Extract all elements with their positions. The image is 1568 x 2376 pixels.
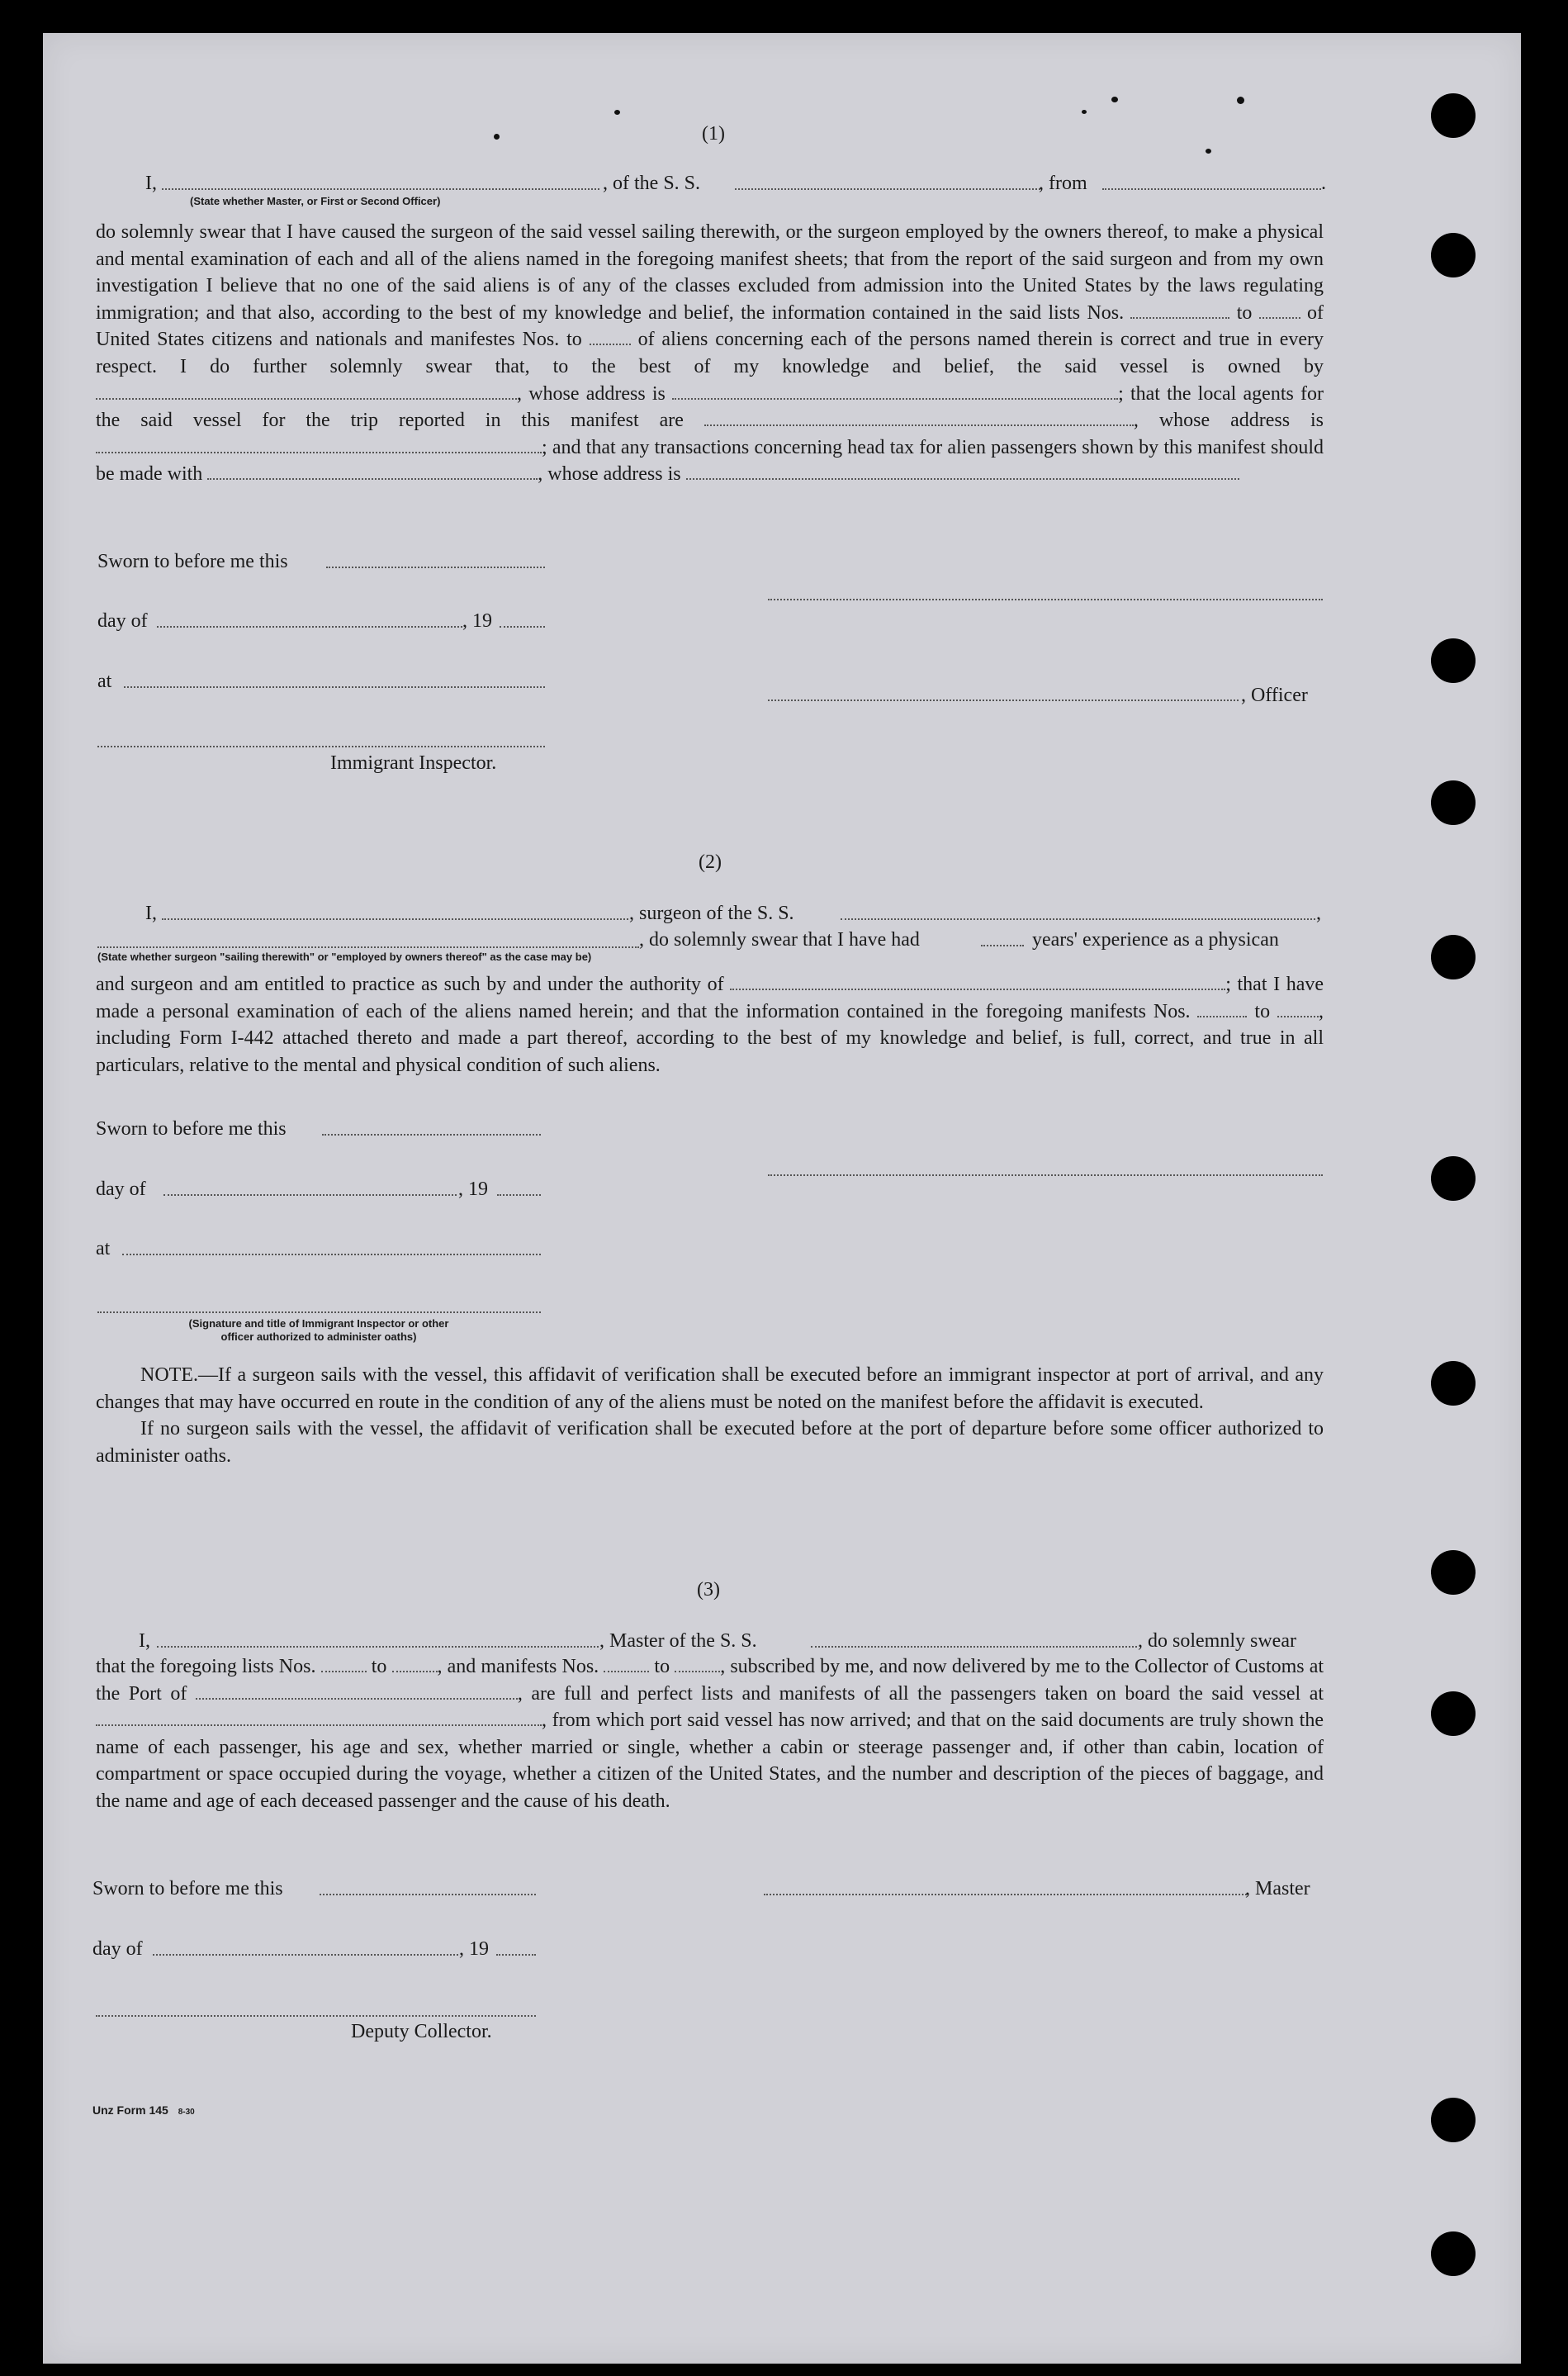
note-surgeon-sails: NOTE.—If a surgeon sails with the vessel, this affidavit of verification shall be executed before an immigrant inspector at port of arrival, and any changes that may have occurred en route in the condition of any of the aliens must be noted on the manifest before the affidavit is executed. <box>96 1364 1324 1413</box>
immigrant-inspector-label: Immigrant Inspector. <box>330 752 497 774</box>
binder-hole <box>1431 93 1476 138</box>
binder-hole <box>1431 2098 1476 2142</box>
section-1-number: (1) <box>702 123 725 145</box>
departure-port-line[interactable] <box>1102 188 1321 190</box>
signature-note-2: officer authorized to administer oaths) <box>220 1330 417 1343</box>
section-3-number: (3) <box>697 1579 720 1601</box>
oath-1-text-f: , whose address is <box>1133 410 1324 432</box>
oath-2-text-b: ; that I have made a personal examination of each of the aliens named herein; and that the information contained in the foregoing manifests Nos. <box>96 974 1324 1022</box>
years-experience-line[interactable] <box>981 945 1024 946</box>
master-of-ss-label: , Master of the S. S. <box>599 1630 757 1652</box>
surgeon-signature-line[interactable] <box>768 1174 1323 1176</box>
oath-1-text-d: , whose address is <box>517 382 666 405</box>
inspector-signature-line-2[interactable] <box>97 1311 541 1313</box>
section-3-oath-text <box>96 1653 1324 1815</box>
binder-hole <box>1431 935 1476 979</box>
sworn-label-3: Sworn to before me this <box>92 1878 283 1899</box>
lists-to-field[interactable] <box>392 1656 438 1672</box>
day-of-line-3[interactable] <box>153 1954 458 1956</box>
oath-1-text-h: , <box>538 463 543 486</box>
binder-hole <box>1431 233 1476 277</box>
oath-2-to: to <box>1254 1000 1271 1022</box>
alien-manifest-to-field[interactable] <box>590 329 631 345</box>
oath-3-to-2: to <box>654 1656 670 1677</box>
surgeon-status-note: (State whether surgeon "sailing therewith" or "employed by owners thereof" as the case may be) <box>97 951 592 963</box>
at-place-line[interactable] <box>124 686 545 688</box>
binder-hole <box>1431 2231 1476 2276</box>
inspector-signature-line[interactable] <box>97 746 545 747</box>
oath-2-swear-label: , do solemnly swear that I have had <box>639 929 920 951</box>
ink-speck <box>1206 149 1211 154</box>
master-vessel-line[interactable] <box>811 1646 1137 1648</box>
oath-3-i-label: I, <box>139 1630 150 1652</box>
of-ss-label: , of the S. S. <box>603 173 701 194</box>
binder-hole <box>1431 1550 1476 1595</box>
owner-address-field[interactable] <box>672 383 1118 400</box>
oath-1-to: to <box>1236 301 1253 324</box>
oath-1-text-g: ; and that any transactions concerning head tax for alien passengers shown by this manifest should be made with <box>96 436 1324 486</box>
oath-3-text-e: , from which port said vessel has now arrived; and that on the said documents are truly shown the name of each passenger, his age and sex, whether married or single, whether a cabin or steerage passenger and, if other than cabin, location of compartment or space occupied during the voyage, whether a citizen of the United States, and the number and description of the pieces of baggage, and the name and age of each deceased passenger and the cause of his death. <box>96 1710 1324 1812</box>
binder-hole <box>1431 638 1476 683</box>
year-label-3: , 19 <box>459 1938 489 1960</box>
manifest-to-field[interactable] <box>1277 1001 1319 1017</box>
binder-hole <box>1431 780 1476 825</box>
oath-2-i-label: I, <box>145 903 157 924</box>
oath-1-text-c: of aliens concerning each of the persons named therein is correct and true in every respect. I do further solemnly swear that, to the best of my knowledge and belief, the said vessel is owned by <box>96 329 1324 377</box>
ink-speck <box>494 134 500 140</box>
lists-from-field[interactable] <box>321 1656 367 1672</box>
oath-3-swear-label: , do solemnly swear <box>1138 1630 1296 1652</box>
officer-name-line[interactable] <box>162 188 599 190</box>
sworn-date-line-3[interactable] <box>320 1894 536 1895</box>
boarding-port-field[interactable] <box>96 1710 542 1726</box>
vessel-owner-field[interactable] <box>96 383 517 400</box>
head-tax-agent-field[interactable] <box>207 463 538 480</box>
section-2-notes <box>96 1362 1324 1469</box>
head-tax-address-field[interactable] <box>686 463 1239 480</box>
day-of-label: day of <box>97 610 148 632</box>
sworn-date-line-2[interactable] <box>322 1134 541 1136</box>
oath-1-text-e: ; that the local agents for the said vessel for the trip reported in this manifest are <box>96 382 1324 432</box>
oath-3-text-d: , are full and perfect lists and manifests of all the passengers taken on board the said vessel at <box>517 1682 1324 1705</box>
sworn-label-2: Sworn to before me this <box>96 1118 287 1140</box>
citizen-list-from-field[interactable] <box>1130 302 1229 319</box>
ink-speck <box>1111 97 1118 102</box>
at-label-2: at <box>96 1238 111 1259</box>
officer-rank-note: (State whether Master, or First or Second Officer) <box>190 195 441 207</box>
at-label: at <box>97 671 112 692</box>
sworn-label: Sworn to before me this <box>97 551 288 572</box>
deputy-signature-line[interactable] <box>96 2015 536 2017</box>
agents-address-field[interactable] <box>96 437 542 453</box>
signature-note-1: (Signature and title of Immigrant Inspector or other <box>188 1317 449 1330</box>
oath-1-to-2: to <box>566 329 582 351</box>
oath-3-text-b: , and manifests Nos. <box>437 1656 599 1677</box>
master-name-line[interactable] <box>157 1646 599 1648</box>
master-signature-line[interactable] <box>764 1894 1247 1895</box>
ink-speck <box>614 110 620 115</box>
year-line-3[interactable] <box>496 1954 536 1956</box>
oath-1-text-a: do solemnly swear that I have caused the surgeon of the said vessel sailing therewith, or the surgeon employed by the owners thereof, to make a physical and mental examination of each and all of the aliens named in the foregoing manifest sheets; that from the report of the said surgeon and from my own investigation I believe that no one of the said aliens is of any of the classes excluded from admission into the United States by the laws regulating immigration; and that also, according to the best of my knowledge and belief, the information contained in the said lists Nos. <box>96 221 1324 324</box>
local-agents-field[interactable] <box>704 410 1134 426</box>
citizen-list-to-field[interactable] <box>1259 302 1300 319</box>
ink-speck <box>1237 97 1244 104</box>
oath-1-text-i: whose address is <box>547 463 681 486</box>
note-no-surgeon: If no surgeon sails with the vessel, the affidavit of verification shall be executed before at the port of departure before some officer authorized to administer oaths. <box>96 1418 1324 1467</box>
day-of-line[interactable] <box>157 626 462 628</box>
oath-1-text-b: of United States citizens and nationals and manifestes Nos. <box>96 301 1324 351</box>
ink-speck <box>1082 110 1087 114</box>
section-2-oath-text <box>96 971 1324 1079</box>
port-of-customs-field[interactable] <box>196 1683 518 1700</box>
surgeon-status-line[interactable] <box>97 946 639 948</box>
year-label: , 19 <box>462 610 492 632</box>
from-label: , from <box>1039 173 1087 194</box>
year-line[interactable] <box>500 626 545 628</box>
surgeon-of-ss-label: , surgeon of the S. S. <box>629 903 794 924</box>
authority-field[interactable] <box>730 974 1225 990</box>
oath-2-line-end: , <box>1316 903 1321 924</box>
binder-hole <box>1431 1691 1476 1736</box>
form-name: Unz Form 145 <box>92 2103 168 2117</box>
oath-3-text-c: , subscribed by me, and now delivered by me to the Collector of Customs at the Port of <box>96 1656 1324 1705</box>
year-label-2: , 19 <box>458 1179 488 1200</box>
officer-label: , Officer <box>1241 685 1308 706</box>
form-number <box>92 2104 195 2117</box>
oath-3-to-1: to <box>371 1656 387 1677</box>
oath-2-text-a: and surgeon and am entitled to practice as such by and under the authority of <box>96 974 724 995</box>
officer-signature-line-upper[interactable] <box>768 599 1323 600</box>
form-code: 8-30 <box>178 2108 195 2117</box>
manifest-from-field[interactable] <box>1197 1001 1247 1017</box>
at-place-line-2[interactable] <box>122 1254 541 1255</box>
day-of-label-3: day of <box>92 1938 143 1960</box>
day-of-label-2: day of <box>96 1179 146 1200</box>
day-of-line-2[interactable] <box>163 1194 457 1196</box>
section-1-oath-text <box>96 219 1324 488</box>
oath-3-text-a: that the foregoing lists Nos. <box>96 1656 316 1677</box>
surgeon-vessel-line[interactable] <box>841 918 1315 920</box>
year-line-2[interactable] <box>497 1194 541 1196</box>
oath-2-text-c: , including Form I-442 attached thereto and made a part thereof, according to the best of my knowledge and belief, is full, correct, and true in all particulars, relative to the mental and physical condition of such aliens. <box>96 1000 1324 1076</box>
vessel-name-line[interactable] <box>735 188 1040 190</box>
binder-hole <box>1431 1361 1476 1406</box>
binder-hole <box>1431 1156 1476 1201</box>
section-2-number: (2) <box>699 851 722 873</box>
line-end: . <box>1321 173 1326 194</box>
sworn-date-line[interactable] <box>326 567 545 568</box>
officer-signature-line[interactable] <box>768 700 1239 701</box>
surgeon-name-line[interactable] <box>162 918 628 920</box>
manifests-to-field[interactable] <box>675 1656 720 1672</box>
master-label: , Master <box>1245 1878 1310 1899</box>
deputy-collector-label: Deputy Collector. <box>351 2021 492 2042</box>
years-experience-label: years' experience as a physican <box>1032 929 1279 951</box>
oath-i-label: I, <box>145 173 157 194</box>
manifests-from-field[interactable] <box>604 1656 649 1672</box>
